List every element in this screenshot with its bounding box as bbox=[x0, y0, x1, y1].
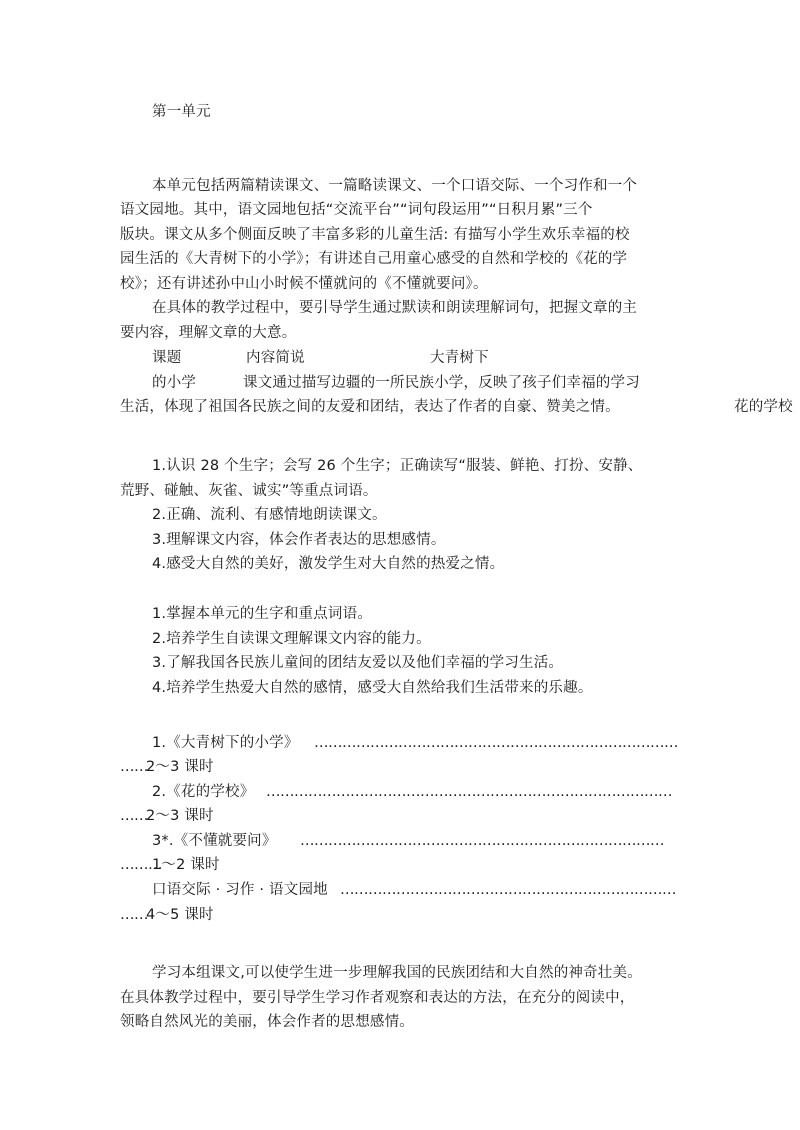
dot-leader: ……… bbox=[120, 857, 162, 873]
schedule-hours: 4～5 课时 bbox=[146, 907, 214, 923]
table-row2-title: 花的学校 bbox=[734, 399, 793, 415]
key-point-item: 3.了解我国各民族儿童间的团结友爱以及他们幸福的学习生活。 bbox=[152, 655, 564, 671]
goal-item: 3.理解课文内容，体会作者表达的思想感情。 bbox=[152, 532, 446, 548]
schedule-item: 1.《大青树下的小学》 bbox=[152, 735, 299, 751]
schedule-item: 口语交际 · 习作 · 语文园地 bbox=[152, 882, 328, 898]
table-row1-title: 的小学 bbox=[152, 375, 197, 391]
dot-leader: …… bbox=[120, 907, 148, 923]
intro-line: 要内容，理解文章的大意。 bbox=[120, 325, 297, 341]
closing-line: 在具体教学过程中，要引导学生学习作者观察和表达的方法，在充分的阅读中， bbox=[120, 990, 635, 1006]
schedule-hours: 1～2 课时 bbox=[152, 857, 220, 873]
unit-heading: 第一单元 bbox=[152, 104, 211, 120]
goal-item: 1.认识 28 个生字；会写 26 个生字；正确读写“服装、鲜艳、打扮、安静、 bbox=[152, 458, 643, 474]
closing-line: 学习本组课文,可以使学生进一步理解我国的民族团结和大自然的神奇壮美。 bbox=[152, 965, 642, 981]
key-point-item: 2.培养学生自读课文理解课文内容的能力。 bbox=[152, 631, 431, 647]
dot-leader: ……………………………………………………………… bbox=[340, 882, 676, 898]
table-header-content: 内容简说 bbox=[246, 350, 305, 366]
intro-line: 本单元包括两篇精读课文、一篇略读课文、一个口语交际、一个习作和一个 bbox=[152, 178, 638, 194]
dot-leader: …………………………………………………………………………… bbox=[266, 784, 672, 800]
dot-leader: …………………………………………………………………… bbox=[300, 833, 664, 849]
goal-item: 荒野、碰触、灰雀、诚实”等重点词语。 bbox=[120, 483, 378, 499]
closing-line: 领略自然风光的美丽，体会作者的思想感情。 bbox=[120, 1014, 414, 1030]
intro-line: 园生活的《大青树下的小学》；有讲述自己用童心感受的自然和学校的《花的学 bbox=[120, 251, 628, 267]
goal-item: 2.正确、流利、有感情地朗读课文。 bbox=[152, 507, 387, 523]
dot-leader: …… bbox=[120, 759, 148, 775]
table-row1-description: 课文通过描写边疆的一所民族小学，反映了孩子们幸福的学习 bbox=[243, 375, 640, 391]
table-header-title: 课题 bbox=[152, 350, 182, 366]
schedule-item: 3*.《不懂就要问》 bbox=[152, 833, 277, 849]
schedule-hours: 2～3 课时 bbox=[146, 808, 214, 824]
table-row1-description: 生活，体现了祖国各民族之间的友爱和团结，表达了作者的自豪、赞美之情。 bbox=[120, 399, 620, 415]
dot-leader: …………………………………………………………………… bbox=[314, 735, 678, 751]
table-row1-title: 大青树下 bbox=[430, 350, 489, 366]
schedule-item: 2.《花的学校》 bbox=[152, 784, 255, 800]
key-point-item: 4.培养学生热爱大自然的感情，感受大自然给我们生活带来的乐趣。 bbox=[152, 680, 593, 696]
intro-line: 语文园地。其中，语文园地包括“交流平台”“词句段运用”“日积月累”三个 bbox=[120, 202, 593, 218]
schedule-hours: 2～3 课时 bbox=[146, 759, 214, 775]
intro-line: 版块。课文从多个侧面反映了丰富多彩的儿童生活: 有描写小学生欢乐幸福的校 bbox=[120, 227, 630, 243]
dot-leader: …… bbox=[120, 808, 148, 824]
key-point-item: 1.掌握本单元的生字和重点词语。 bbox=[152, 606, 373, 622]
intro-line: 在具体的教学过程中，要引导学生通过默读和朗读理解词句，把握文章的主 bbox=[152, 300, 638, 316]
goal-item: 4.感受大自然的美好，激发学生对大自然的热爱之情。 bbox=[152, 556, 505, 572]
intro-line: 校》；还有讲述孙中山小时候不懂就问的《不懂就要问》。 bbox=[120, 276, 488, 292]
